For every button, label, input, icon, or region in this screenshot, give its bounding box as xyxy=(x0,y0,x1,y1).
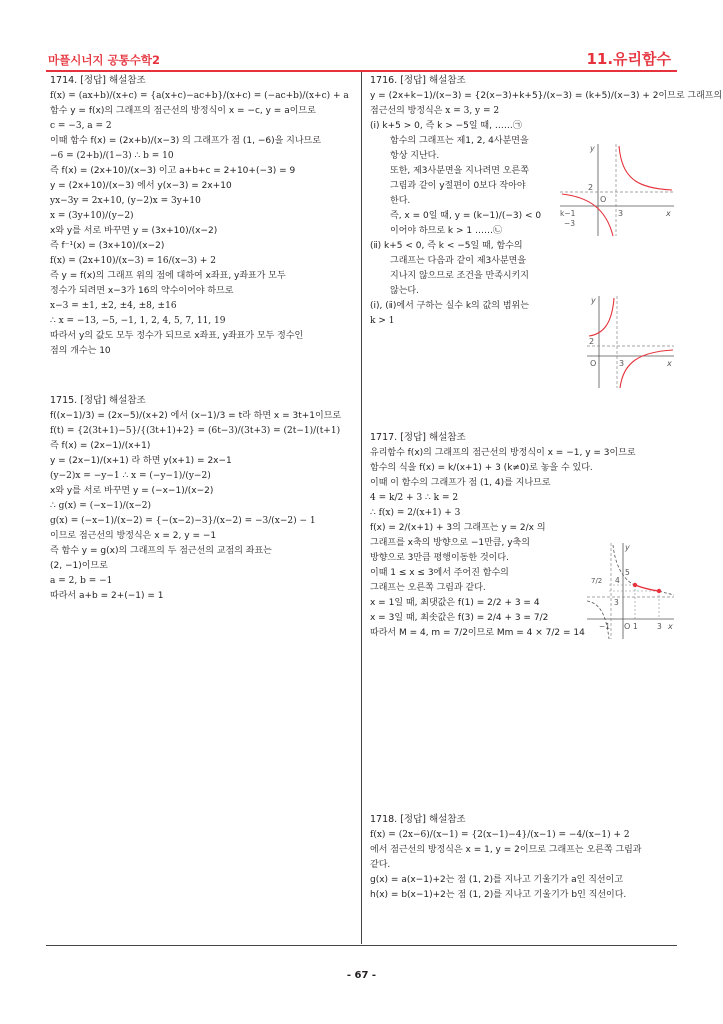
problem-1717 xyxy=(370,431,676,791)
solution-line: 즉 f(x) = (2x−1)/(x+1) xyxy=(50,441,151,451)
solution-line: (ⅰ) k+5 > 0, 즉 k > −5일 때, ……㉠ xyxy=(370,121,522,131)
problem-1718 xyxy=(370,813,676,902)
label-y-intercept: −3 xyxy=(564,219,576,228)
solution-line: 4 = k/2 + 3 ∴ k = 2 xyxy=(370,493,459,503)
solution-line: 이어야 하므로 k > 1 ……㉡ xyxy=(390,226,502,236)
solution-line: 즉 f⁻¹(x) = (3x+10)/(x−2) xyxy=(50,241,165,251)
label-origin: O xyxy=(590,359,597,368)
solution-line: 점근선의 방정식은 x = 3, y = 2 xyxy=(370,106,500,116)
label-two: 2 xyxy=(589,337,595,346)
label-y: y xyxy=(590,144,595,153)
label-y: y xyxy=(625,543,630,552)
solution-line: f(t) = {2(3t+1)−5}/{(3t+1)+2} = (6t−3)/(3t+3) = (2t−1)/(t+1) xyxy=(50,426,341,436)
graph-case-2 xyxy=(585,294,676,390)
solution-line: y = (2x+10)/(x−3) 에서 y(x−3) = 2x+10 xyxy=(50,181,232,191)
solution-line: f(x) = 2/(x+1) + 3의 그래프는 y = 2/x 의 xyxy=(370,523,546,533)
solution-line: 또한, 제3사분면을 지나려면 오른쪽 xyxy=(390,166,529,176)
solution-line: 정수가 되려면 x−3가 16의 약수이어야 하므로 xyxy=(50,286,234,296)
solution-line: a = 2, b = −1 xyxy=(50,576,113,586)
solution-line: ∴ f(x) = 2/(x+1) + 3 xyxy=(370,508,461,518)
solution-line: (ⅰ), (ⅱ)에서 구하는 실수 k의 값의 범위는 xyxy=(370,301,529,311)
solution-line: x와 y를 서로 바꾸면 y = (3x+10)/(x−2) xyxy=(50,226,218,236)
solution-line: ∴ g(x) = (−x−1)/(x−2) xyxy=(50,501,152,511)
label-origin: O xyxy=(600,195,607,204)
label-one: 1 xyxy=(633,622,638,631)
solution-line: k > 1 xyxy=(370,316,395,326)
solution-line: 함수의 그래프는 제1, 2, 4사분면을 xyxy=(390,136,529,146)
problem-title: 1715. [정답] 해설참조 xyxy=(50,395,146,406)
footer-rule xyxy=(46,945,677,946)
solution-line: 그래프를 x축의 방향으로 −1만큼, y축의 xyxy=(370,538,530,548)
solution-line: (ⅱ) k+5 < 0, 즉 k < −5일 때, 함수의 xyxy=(370,241,523,251)
solution-line: 유리함수 f(x)의 그래프의 점근선의 방정식이 x = −1, y = 3이므로 xyxy=(370,448,636,458)
solution-line: 즉 함수 y = g(x)의 그래프의 두 점근선의 교점의 좌표는 xyxy=(50,546,272,556)
label-x-intercept: k−1 xyxy=(560,209,576,218)
solution-line: g(x) = (−x−1)/(x−2) = {−(x−2)−3}/(x−2) = −3/(x−2) − 1 xyxy=(50,516,316,526)
problem-title: 1714. [정답] 해설참조 xyxy=(50,75,146,86)
solution-line: ∴ x = −13, −5, −1, 1, 2, 4, 5, 7, 11, 19 xyxy=(50,316,226,326)
problem-1714 xyxy=(50,74,356,358)
solution-line: 따라서 M = 4, m = 7/2이므로 Mm = 4 × 7/2 = 14 xyxy=(370,628,585,638)
curve-domain-segment xyxy=(635,585,659,591)
label-two: 2 xyxy=(588,183,594,192)
curve-right-branch xyxy=(619,146,672,190)
solution-line: 그림과 같이 y절편이 0보다 작아야 xyxy=(390,181,526,191)
solution-line: 함수의 식을 f(x) = k/(x+1) + 3 (k≠0)로 놓을 수 있다. xyxy=(370,463,593,473)
solution-line: 이때 함수 f(x) = (2x+b)/(x−3) 의 그래프가 점 (1, −6)을 지나므로 xyxy=(50,136,321,146)
label-three-x: 3 xyxy=(657,622,662,631)
graph-case-1 xyxy=(558,142,676,238)
problem-title: 1717. [정답] 해설참조 xyxy=(370,432,466,443)
solution-line: x와 y를 서로 바꾸면 y = (−x−1)/(x−2) xyxy=(50,486,214,496)
solution-line: h(x) = b(x−1)+2는 점 (1, 2)를 지나고 기울기가 b인 직선이다. xyxy=(370,890,627,900)
solution-line: (y−2)x = −y−1 ∴ x = (−y−1)/(y−2) xyxy=(50,471,211,481)
solution-line: y = (2x−1)/(x+1) 라 하면 y(x+1) = 2x−1 xyxy=(50,456,232,466)
solution-line: 그래프는 오른쪽 그림과 같다. xyxy=(370,583,486,593)
label-x: x xyxy=(666,209,671,218)
solution-line: 이때 1 ≤ x ≤ 3에서 주어진 함수의 xyxy=(370,568,509,578)
label-seven-halves: 7/2 xyxy=(591,577,603,585)
header-left-title: 마플시너지 공통수학2 xyxy=(48,53,160,67)
solution-line: x = (3y+10)/(y−2) xyxy=(50,211,134,221)
solution-line: f(x) = (2x+10)/(x−3) = 16/(x−3) + 2 xyxy=(50,256,217,266)
solution-line: 같다. xyxy=(370,860,391,870)
solution-line: 한다. xyxy=(390,196,411,206)
solution-line: 에서 점근선의 방정식은 x = 1, y = 2이므로 그래프는 오른쪽 그림과 xyxy=(370,845,642,855)
page-number: - 67 - xyxy=(346,970,377,981)
label-four: 4 xyxy=(615,576,620,585)
solution-line: g(x) = a(x−1)+2는 점 (1, 2)를 지나고 기울기가 a인 직선이고 xyxy=(370,875,624,885)
problem-1716 xyxy=(370,74,723,409)
curve-right-tail xyxy=(659,591,674,595)
solution-line: f(x) = (ax+b)/(x+c) = {a(x+c)−ac+b}/(x+c) = (−ac+b)/(x+c) + a xyxy=(50,91,349,101)
solution-line: x = 3일 때, 최솟값은 f(3) = 2/4 + 3 = 7/2 xyxy=(370,613,549,623)
graph-1717 xyxy=(585,541,676,641)
solution-line: 즉 y = f(x)의 그래프 위의 점에 대하여 x좌표, y좌표가 모두 xyxy=(50,271,286,281)
solution-line: 방향으로 3만큼 평행이동한 것이다. xyxy=(370,553,509,563)
header-chapter-title: 11.유리함수 xyxy=(586,50,671,68)
solution-line: −6 = (2+b)/(1−3) ∴ b = 10 xyxy=(50,151,174,161)
label-minus-one: −1 xyxy=(599,622,611,631)
solution-line: 점의 개수는 10 xyxy=(50,346,111,356)
column-divider xyxy=(361,72,362,944)
solution-line: 이때 이 함수의 그래프가 점 (1, 4)를 지나므로 xyxy=(370,478,551,488)
left-column xyxy=(50,74,356,605)
solution-line: 따라서 y의 값도 모두 정수가 되므로 x좌표, y좌표가 모두 정수인 xyxy=(50,331,304,341)
solution-line: 따라서 a+b = 2+(−1) = 1 xyxy=(50,591,164,601)
solution-line: 이므로 점근선의 방정식은 x = 2, y = −1 xyxy=(50,531,217,541)
point-min xyxy=(657,589,661,593)
solution-line: 지나지 않으므로 조건을 만족시키지 xyxy=(390,271,529,281)
problem-title: 1718. [정답] 해설참조 xyxy=(370,814,466,825)
solution-line: 그래프는 다음과 같이 제3사분면을 xyxy=(390,256,527,266)
right-column xyxy=(370,74,723,904)
solution-line: 않는다. xyxy=(390,286,419,296)
solution-line: 즉 f(x) = (2x+10)/(x−3) 이고 a+b+c = 2+10+(−3) = 9 xyxy=(50,166,296,176)
solution-line: yx−3y = 2x+10, (y−2)x = 3y+10 xyxy=(50,196,201,206)
label-five: 5 xyxy=(625,568,630,577)
label-y: y xyxy=(591,296,596,305)
label-three: 3 xyxy=(619,359,625,368)
solution-line: 즉, x = 0일 때, y = (k−1)/(−3) < 0 xyxy=(390,211,542,221)
curve-left-branch xyxy=(587,601,609,639)
point-max xyxy=(633,583,637,587)
solution-line: y = (2x+k−1)/(x−3) = {2(x−3)+k+5}/(x−3) = (k+5)/(x−3) + 2이므로 그래프의 xyxy=(370,91,723,101)
solution-line: f((x−1)/3) = (2x−5)/(x+2) 에서 (x−1)/3 = t라 하면 x = 3t+1이므로 xyxy=(50,411,342,421)
label-origin: O xyxy=(624,622,631,631)
solution-line: x−3 = ±1, ±2, ±4, ±8, ±16 xyxy=(50,301,177,311)
solution-line: c = −3, a = 2 xyxy=(50,121,112,131)
label-three-y: 3 xyxy=(614,598,619,607)
solution-line: 항상 지난다. xyxy=(390,151,440,161)
solution-line: 함수 y = f(x)의 그래프의 점근선의 방정식이 x = −c, y = a이므로 xyxy=(50,106,316,116)
solution-line: x = 1일 때, 최댓값은 f(1) = 2/2 + 3 = 4 xyxy=(370,598,540,608)
problem-1715 xyxy=(50,394,356,603)
label-x: x xyxy=(668,622,673,631)
label-three: 3 xyxy=(618,209,624,218)
problem-title: 1716. [정답] 해설참조 xyxy=(370,75,466,86)
solution-line: (2, −1)이므로 xyxy=(50,561,108,571)
label-x: x xyxy=(667,359,672,368)
solution-line: f(x) = (2x−6)/(x−1) = {2(x−1)−4}/(x−1) = −4/(x−1) + 2 xyxy=(370,830,630,840)
